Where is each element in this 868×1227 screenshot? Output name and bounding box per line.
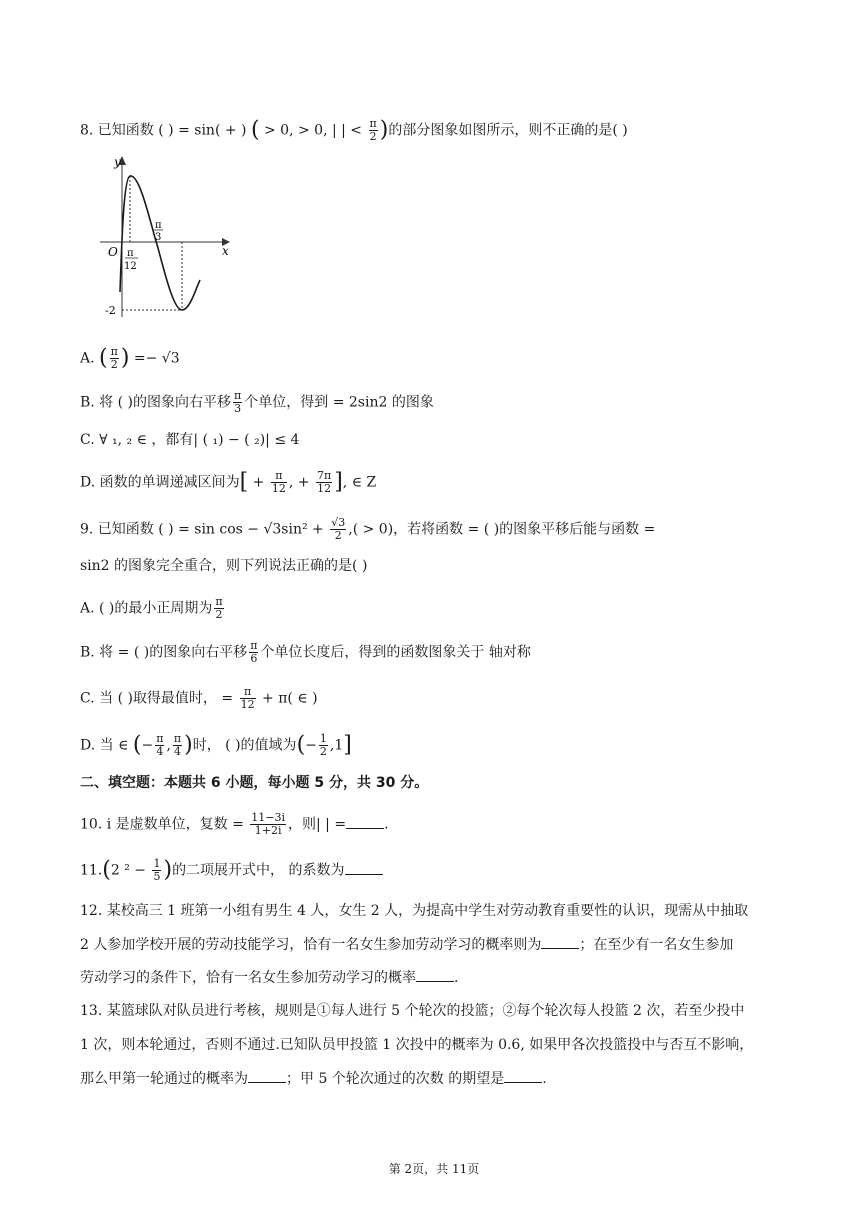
q12-line-2 (80, 934, 733, 955)
q9-option-c (80, 686, 318, 711)
q10-fraction (250, 812, 286, 837)
frac-den: 6 (250, 652, 258, 665)
q9-option-b (80, 640, 531, 665)
q8-option-d: D. 函数的单调递减区间为[ + $\frac{\pi}{12}$ , + $\frac{7\pi}{12}$ ], ∈ Z (80, 469, 377, 495)
option-text: B. 将 ( )的图象向右平移 (80, 394, 232, 411)
q8-option-b (80, 390, 434, 415)
tick1-num: π (127, 248, 134, 259)
option-text: =− √3 (129, 350, 180, 367)
q8-conditions: > 0, > 0, | | < (259, 122, 367, 139)
frac-pi-over-2 (369, 118, 378, 143)
q13-line-2: 1 次，则本轮通过，否则不通过.已知队员甲投篮 1 次投中的概率为 0.6, 如果甲各次投篮投中与否互不影响， (80, 1037, 754, 1053)
q10-text: . (384, 816, 389, 833)
answer-blank[interactable] (504, 1068, 542, 1083)
q12-text: ；在至少有一名女生参加 (579, 937, 734, 953)
frac-num-part: π (323, 469, 332, 482)
frac-num: π (156, 732, 164, 745)
q12-text: 劳动学习的条件下，恰有一名女生参加劳动学习的概率 (80, 970, 416, 986)
frac-den: 1+2i (254, 824, 282, 837)
q13-text: ；甲 5 个轮次通过的次数 的期望是 (286, 1071, 505, 1087)
frac-den: 4 (174, 745, 182, 758)
frac-den: 4 (156, 745, 164, 758)
q9-option-a (80, 596, 226, 621)
option-text: B. 将 = ( )的图象向右平移 (80, 644, 248, 661)
q9-line-1 (80, 517, 655, 542)
frac-7pi-over-12 (316, 470, 332, 495)
option-text: 个单位，得到 = 2sin2 的图象 (244, 394, 434, 411)
q11: 11.(2 ² − $\frac{1}{5}$ )的二项展开式中， 的系数为 (80, 858, 383, 883)
tick2-num: π (155, 220, 162, 231)
frac-pi-over-2 (110, 346, 119, 371)
minus-sign: − (305, 737, 317, 754)
y-axis-label: y (114, 155, 121, 169)
answer-blank[interactable] (248, 1068, 286, 1083)
q11-expression: 2 ² − (110, 862, 151, 879)
frac-num: π (240, 686, 256, 699)
frac-den: 2 (110, 358, 118, 371)
option-text: , + (288, 474, 314, 491)
q9-line-2: sin2 的图象完全重合，则下列说法正确的是( ) (80, 558, 368, 574)
option-text: + (248, 474, 269, 491)
option-text: 时， ( )的值域为 (192, 737, 297, 754)
option-text: C. 当 ( )取得最值时， = (80, 690, 238, 707)
option-text: + π( ∈ ) (257, 690, 318, 707)
q12-line-1: 12. 某校高三 1 班第一小组有男生 4 人，女生 2 人，为提高中学生对劳动教育重要性的认识，现需从中抽取 (80, 903, 749, 919)
frac-num-part: 7 (316, 469, 324, 482)
frac-pi-over-4 (155, 733, 164, 758)
q8-option-c (80, 430, 299, 450)
option-text: C. ∀ ₁, ₂ ∈ ，都有| ( ₁) − ( ₂)| ≤ 4 (80, 432, 300, 448)
section-heading: 二、填空题：本题共 6 小题，每小题 5 分，共 30 分。 (80, 775, 429, 791)
q8-function-graph (100, 152, 235, 322)
frac-den: 2 (215, 608, 223, 621)
q9-option-d: D. 当 ∈ (− $\frac{\pi}{4}$ , $\frac{\pi}{4}$ )时， ( )的值域为(− $\frac{1}{2}$ ,1] (80, 732, 352, 758)
option-text: 个单位长度后，得到的函数图象关于 轴对称 (260, 644, 531, 661)
q9-text: ,( > 0)，若将函数 = ( )的图象平移后能与函数 = (348, 521, 656, 538)
q13-text: 那么甲第一轮通过的概率为 (80, 1071, 248, 1087)
frac-pi-over-6 (249, 640, 258, 665)
option-text: , ∈ Z (342, 474, 377, 491)
x-axis-label: x (222, 244, 229, 258)
frac-1-over-2 (319, 733, 328, 758)
q13-text: . (542, 1071, 547, 1087)
frac-num: π (173, 732, 182, 745)
answer-blank[interactable] (541, 934, 579, 949)
frac-num: π (110, 345, 118, 358)
frac-num: π (369, 117, 377, 130)
frac-den: 5 (153, 870, 161, 883)
option-text: D. 函数的单调递减区间为 (80, 474, 240, 491)
q10-text: 10. i 是虚数单位，复数 = (80, 816, 249, 833)
answer-blank[interactable] (416, 967, 454, 982)
q8-stem: 8. 已知函数 ( ) = sin( + ) ( > 0, > 0, | | < $\frac{\pi}{2}$ )的部分图象如图所示，则不正确的是( ) (80, 117, 628, 143)
frac-pi-over-12 (240, 686, 256, 711)
q9-text: 9. 已知函数 ( ) = sin cos − √3sin² + (80, 521, 329, 538)
frac-num: π (271, 470, 287, 483)
frac-pi-over-12 (271, 470, 287, 495)
frac-den: 2 (319, 745, 327, 758)
frac-pi-over-4 (173, 733, 182, 758)
q13-line-1: 13. 某篮球队对队员进行考核，规则是①每人进行 5 个轮次的投篮；②每个轮次每人投篮 2 次，若至少投中 (80, 1003, 745, 1019)
minus-sign: − (141, 737, 154, 754)
q8-option-a: A. ( $\frac{\pi}{2}$ ) =− √3 (80, 345, 180, 371)
option-text: A. ( )的最小正周期为 (80, 600, 213, 617)
answer-blank[interactable] (346, 814, 384, 829)
answer-blank[interactable] (345, 860, 383, 875)
frac-pi-over-3 (233, 390, 242, 415)
range-end: 1 (334, 737, 344, 754)
frac-den: 2 (369, 130, 377, 143)
frac-sqrt3-over-2 (330, 517, 346, 542)
frac-num: π (250, 639, 258, 652)
frac-1-over-5 (152, 858, 161, 883)
frac-num: π (234, 389, 242, 402)
frac-num: 1 (319, 732, 327, 745)
tick1-den: 12 (124, 261, 137, 272)
frac-pi-over-2 (214, 596, 223, 621)
option-label: A. (80, 350, 100, 367)
q13-line-3 (80, 1068, 547, 1089)
y-min-label: -2 (105, 304, 116, 317)
q11-text: 11. (80, 862, 103, 879)
q10-text: ，则| | = (288, 816, 347, 833)
frac-den: 3 (234, 402, 242, 415)
page-footer: 第 2页，共 11页 (388, 1162, 480, 1176)
q12-text: 2 人参加学校开展的劳动技能学习，恰有一名女生参加劳动学习的概率则为 (80, 937, 542, 953)
frac-num: √3 (331, 516, 346, 529)
q10 (80, 812, 389, 837)
q12-line-3 (80, 967, 458, 988)
frac-den: 12 (240, 698, 255, 711)
q11-text: 的二项展开式中， 的系数为 (172, 862, 345, 879)
q8-stem-text: 8. 已知函数 ( ) = sin( + ) (80, 122, 251, 139)
origin-label: O (108, 245, 118, 259)
frac-num: 1 (153, 857, 161, 870)
frac-den: 12 (317, 482, 332, 495)
frac-den: 2 (334, 529, 342, 542)
frac-den: 12 (271, 482, 286, 495)
q8-question: 的部分图象如图所示，则不正确的是( ) (388, 122, 628, 139)
tick2-den: 3 (155, 232, 162, 243)
option-text: D. 当 ∈ (80, 737, 133, 754)
q12-text: . (454, 970, 459, 986)
frac-num: π (215, 595, 223, 608)
frac-num: 11−3i (251, 811, 286, 824)
